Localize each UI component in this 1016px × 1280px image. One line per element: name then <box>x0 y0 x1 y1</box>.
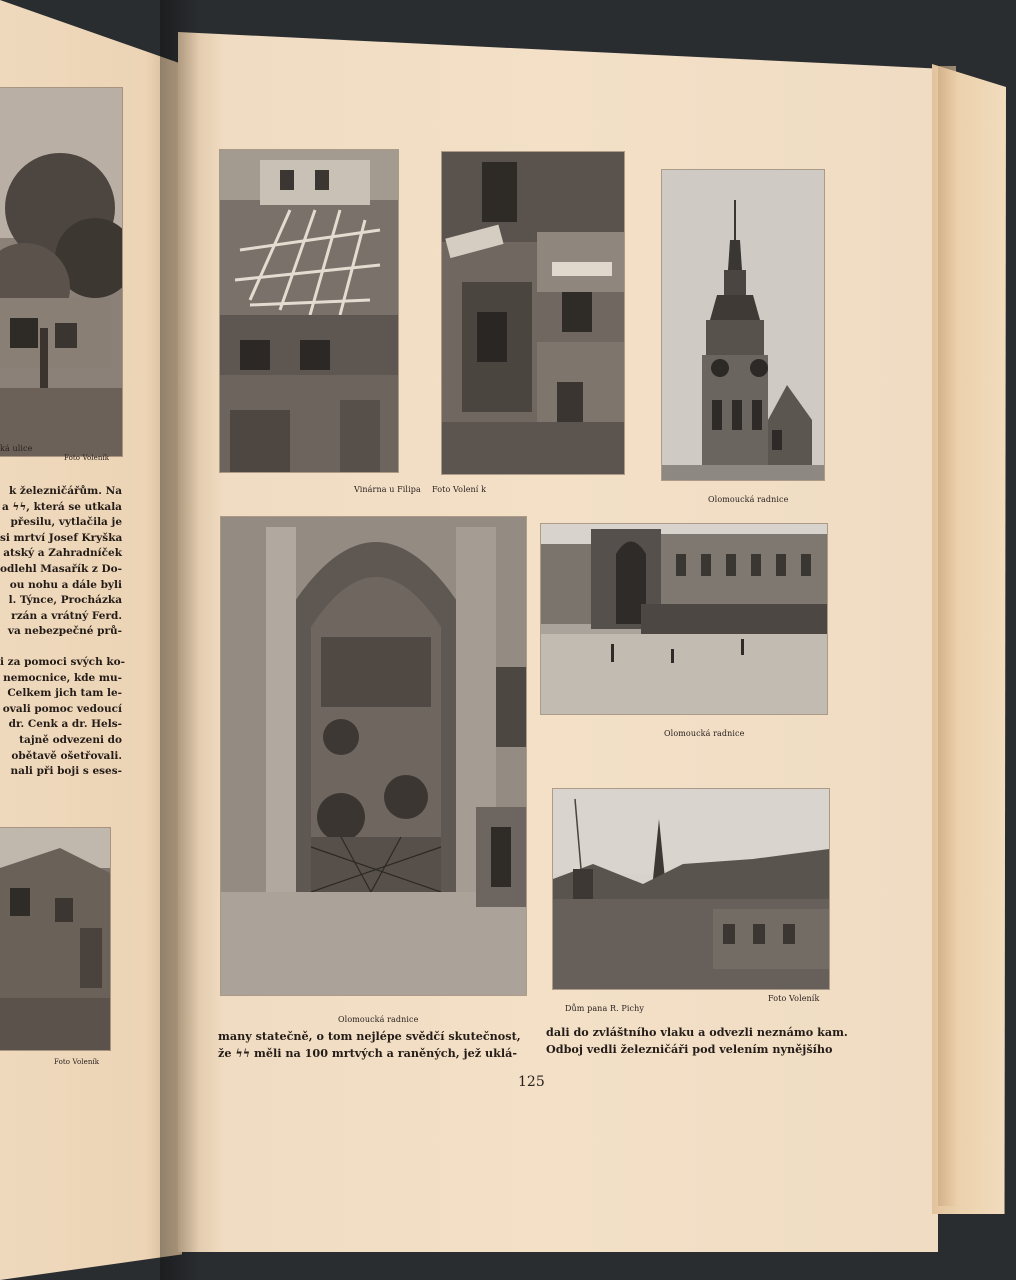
text-line: že ϟϟ měli na 100 mrtvých a raněných, jež uklá- <box>218 1045 517 1060</box>
left-line: va nebezpečné prů- <box>7 625 122 638</box>
photo-damaged-house <box>442 152 624 474</box>
left-caption-top-left: ká ulice <box>0 444 33 453</box>
left-line: k železničářům. Na <box>8 485 122 497</box>
caption-radnice-2: Olomoucká radnice <box>664 729 745 738</box>
text-line: dali do zvláštního vlaku a odvezli neznámo kam. <box>546 1025 848 1039</box>
photo-house-pichy <box>553 789 829 989</box>
left-line: rzán a vrátný Ferd. <box>11 609 122 622</box>
left-photo-bottom <box>0 828 110 1050</box>
caption-foto-volenik-1: Foto Volení k <box>432 485 487 494</box>
photo-ruined-building <box>220 150 398 472</box>
photo-town-hall-tower <box>662 170 824 480</box>
left-line: Celkem jich tam le- <box>7 687 122 700</box>
text-column-right <box>546 1024 856 1057</box>
left-line: i za pomoci svých ko- <box>0 655 125 668</box>
caption-vinarna: Vinárna u Filipa <box>354 485 421 494</box>
left-line: přesilu, vytlačila je <box>10 516 122 529</box>
left-line: ou nohu a dále byli <box>9 578 122 591</box>
left-line: tajně odvezeni do <box>19 733 122 746</box>
text-line: Odboj vedli železničáři pod velením nynějšího <box>546 1041 833 1056</box>
left-line <box>0 640 122 655</box>
left-caption-top-right: Foto Voleník <box>64 454 110 462</box>
left-line: nali při boji s eses- <box>10 765 122 778</box>
photo-town-hall-square <box>541 524 827 714</box>
photo-astronomical-clock <box>221 517 526 995</box>
text-line: many statečně, o tom nejlépe svědčí skutečnost, <box>218 1029 521 1043</box>
caption-radnice-3: Olomoucká radnice <box>338 1015 419 1024</box>
text-column-left <box>218 1028 528 1061</box>
left-line: obětavě ošetřovali. <box>11 749 122 762</box>
book-spine-shadow <box>160 0 200 1280</box>
left-line: ovali pomoc vedoucí <box>2 702 122 715</box>
left-line: a ϟϟ, která se utkala <box>1 500 122 513</box>
caption-dum-pichy: Dům pana R. Pichy <box>565 1004 644 1013</box>
left-line: nemocnice, kde mu- <box>3 671 122 684</box>
left-line: l. Týnce, Procházka <box>8 594 122 607</box>
left-line: dr. Cenk a dr. Hels- <box>8 718 122 731</box>
left-caption-bottom: Foto Voleník <box>54 1058 100 1066</box>
caption-foto-volenik-2: Foto Voleník <box>768 994 820 1003</box>
left-page-text <box>0 484 125 780</box>
left-photo-top <box>0 88 122 456</box>
left-line: atský a Zahradníček <box>3 547 122 560</box>
left-line: odlehl Masařík z Do- <box>0 562 122 575</box>
caption-radnice-1: Olomoucká radnice <box>708 495 789 504</box>
page-stack-shadow <box>938 66 956 1206</box>
page-number: 125 <box>518 1074 545 1090</box>
left-line: si mrtví Josef Kryška <box>0 531 123 544</box>
